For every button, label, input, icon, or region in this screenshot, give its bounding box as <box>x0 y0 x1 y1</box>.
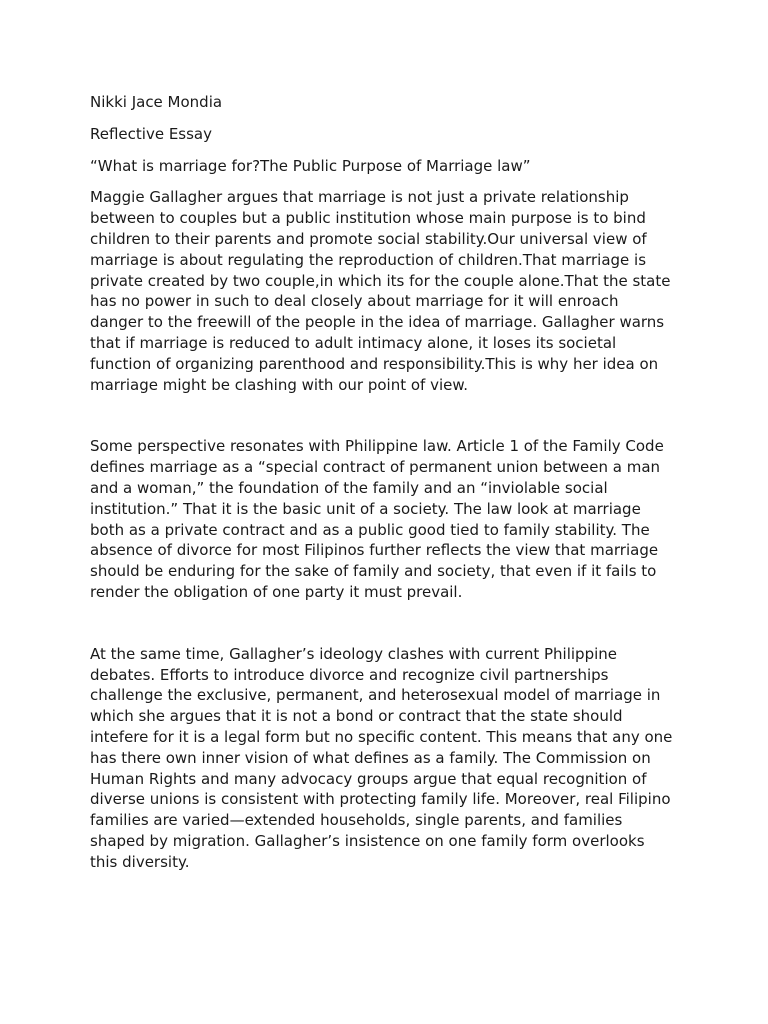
paragraph-2 <box>90 436 690 602</box>
paragraph-line: between to couples but a public institution whose main purpose is to bind <box>90 209 646 228</box>
paragraph-line: this diversity. <box>90 852 190 871</box>
paragraph-line: danger to the freewill of the people in the idea of marriage. Gallagher warns <box>90 313 665 332</box>
paragraph-line: diverse unions is consistent with protecting family life. Moreover, real Filipino <box>90 790 671 809</box>
paragraph-line: that if marriage is reduced to adult intimacy alone, it loses its societal <box>90 333 617 352</box>
paragraph-line: shaped by migration. Gallagher’s insistence on one family form overlooks <box>90 831 645 850</box>
paragraph-line: debates. Efforts to introduce divorce and recognize civil partnerships <box>90 665 609 684</box>
paragraph-line: intefere for it is a legal form but no specific content. This means that any one <box>90 727 673 746</box>
paragraph-line: render the obligation of one party it must prevail. <box>90 582 463 601</box>
paragraph-line: challenge the exclusive, permanent, and heterosexual model of marriage in <box>90 686 661 705</box>
document-page <box>90 92 690 873</box>
paragraph-line: At the same time, Gallagher’s ideology clashes with current Philippine <box>90 644 618 663</box>
paragraph-1 <box>90 187 690 395</box>
paragraph-line: Maggie Gallagher argues that marriage is not just a private relationship <box>90 188 629 207</box>
paragraph-line: private created by two couple,in which its for the couple alone.That the state <box>90 271 671 290</box>
paragraph-line: children to their parents and promote social stability.Our universal view of <box>90 229 647 248</box>
paragraph-line: absence of divorce for most Filipinos further reflects the view that marriage <box>90 541 659 560</box>
paragraph-line: Some perspective resonates with Philippine law. Article 1 of the Family Code <box>90 437 664 456</box>
paragraph-line: both as a private contract and as a public good tied to family stability. The <box>90 520 650 539</box>
paragraph-line: marriage might be clashing with our point of view. <box>90 375 469 394</box>
paragraph-line: marriage is about regulating the reproduction of children.That marriage is <box>90 250 647 269</box>
author-name: Nikki Jace Mondia <box>90 93 223 111</box>
paragraph-3 <box>90 644 690 873</box>
paragraph-line: families are varied—extended households, single parents, and families <box>90 811 623 830</box>
paragraph-line: defines marriage as a “special contract of permanent union between a man <box>90 458 661 477</box>
paragraph-line: institution.” That it is the basic unit of a society. The law look at marriage <box>90 499 641 518</box>
paragraph-line: has there own inner vision of what defines as a family. The Commission on <box>90 748 651 767</box>
paragraph-line: which she argues that it is not a bond or contract that the state should <box>90 707 623 726</box>
paragraph-line: and a woman,” the foundation of the family and an “inviolable social <box>90 478 608 497</box>
paragraph-line: function of organizing parenthood and responsibility.This is why her idea on <box>90 354 659 373</box>
document-type: Reflective Essay <box>90 124 212 143</box>
essay-title: “What is marriage for?The Public Purpose of Marriage law” <box>90 156 531 175</box>
paragraph-line: Human Rights and many advocacy groups argue that equal recognition of <box>90 769 647 788</box>
paragraph-line: should be enduring for the sake of family and society, that even if it fails to <box>90 562 657 581</box>
paragraph-line: has no power in such to deal closely about marriage for it will enroach <box>90 292 619 311</box>
